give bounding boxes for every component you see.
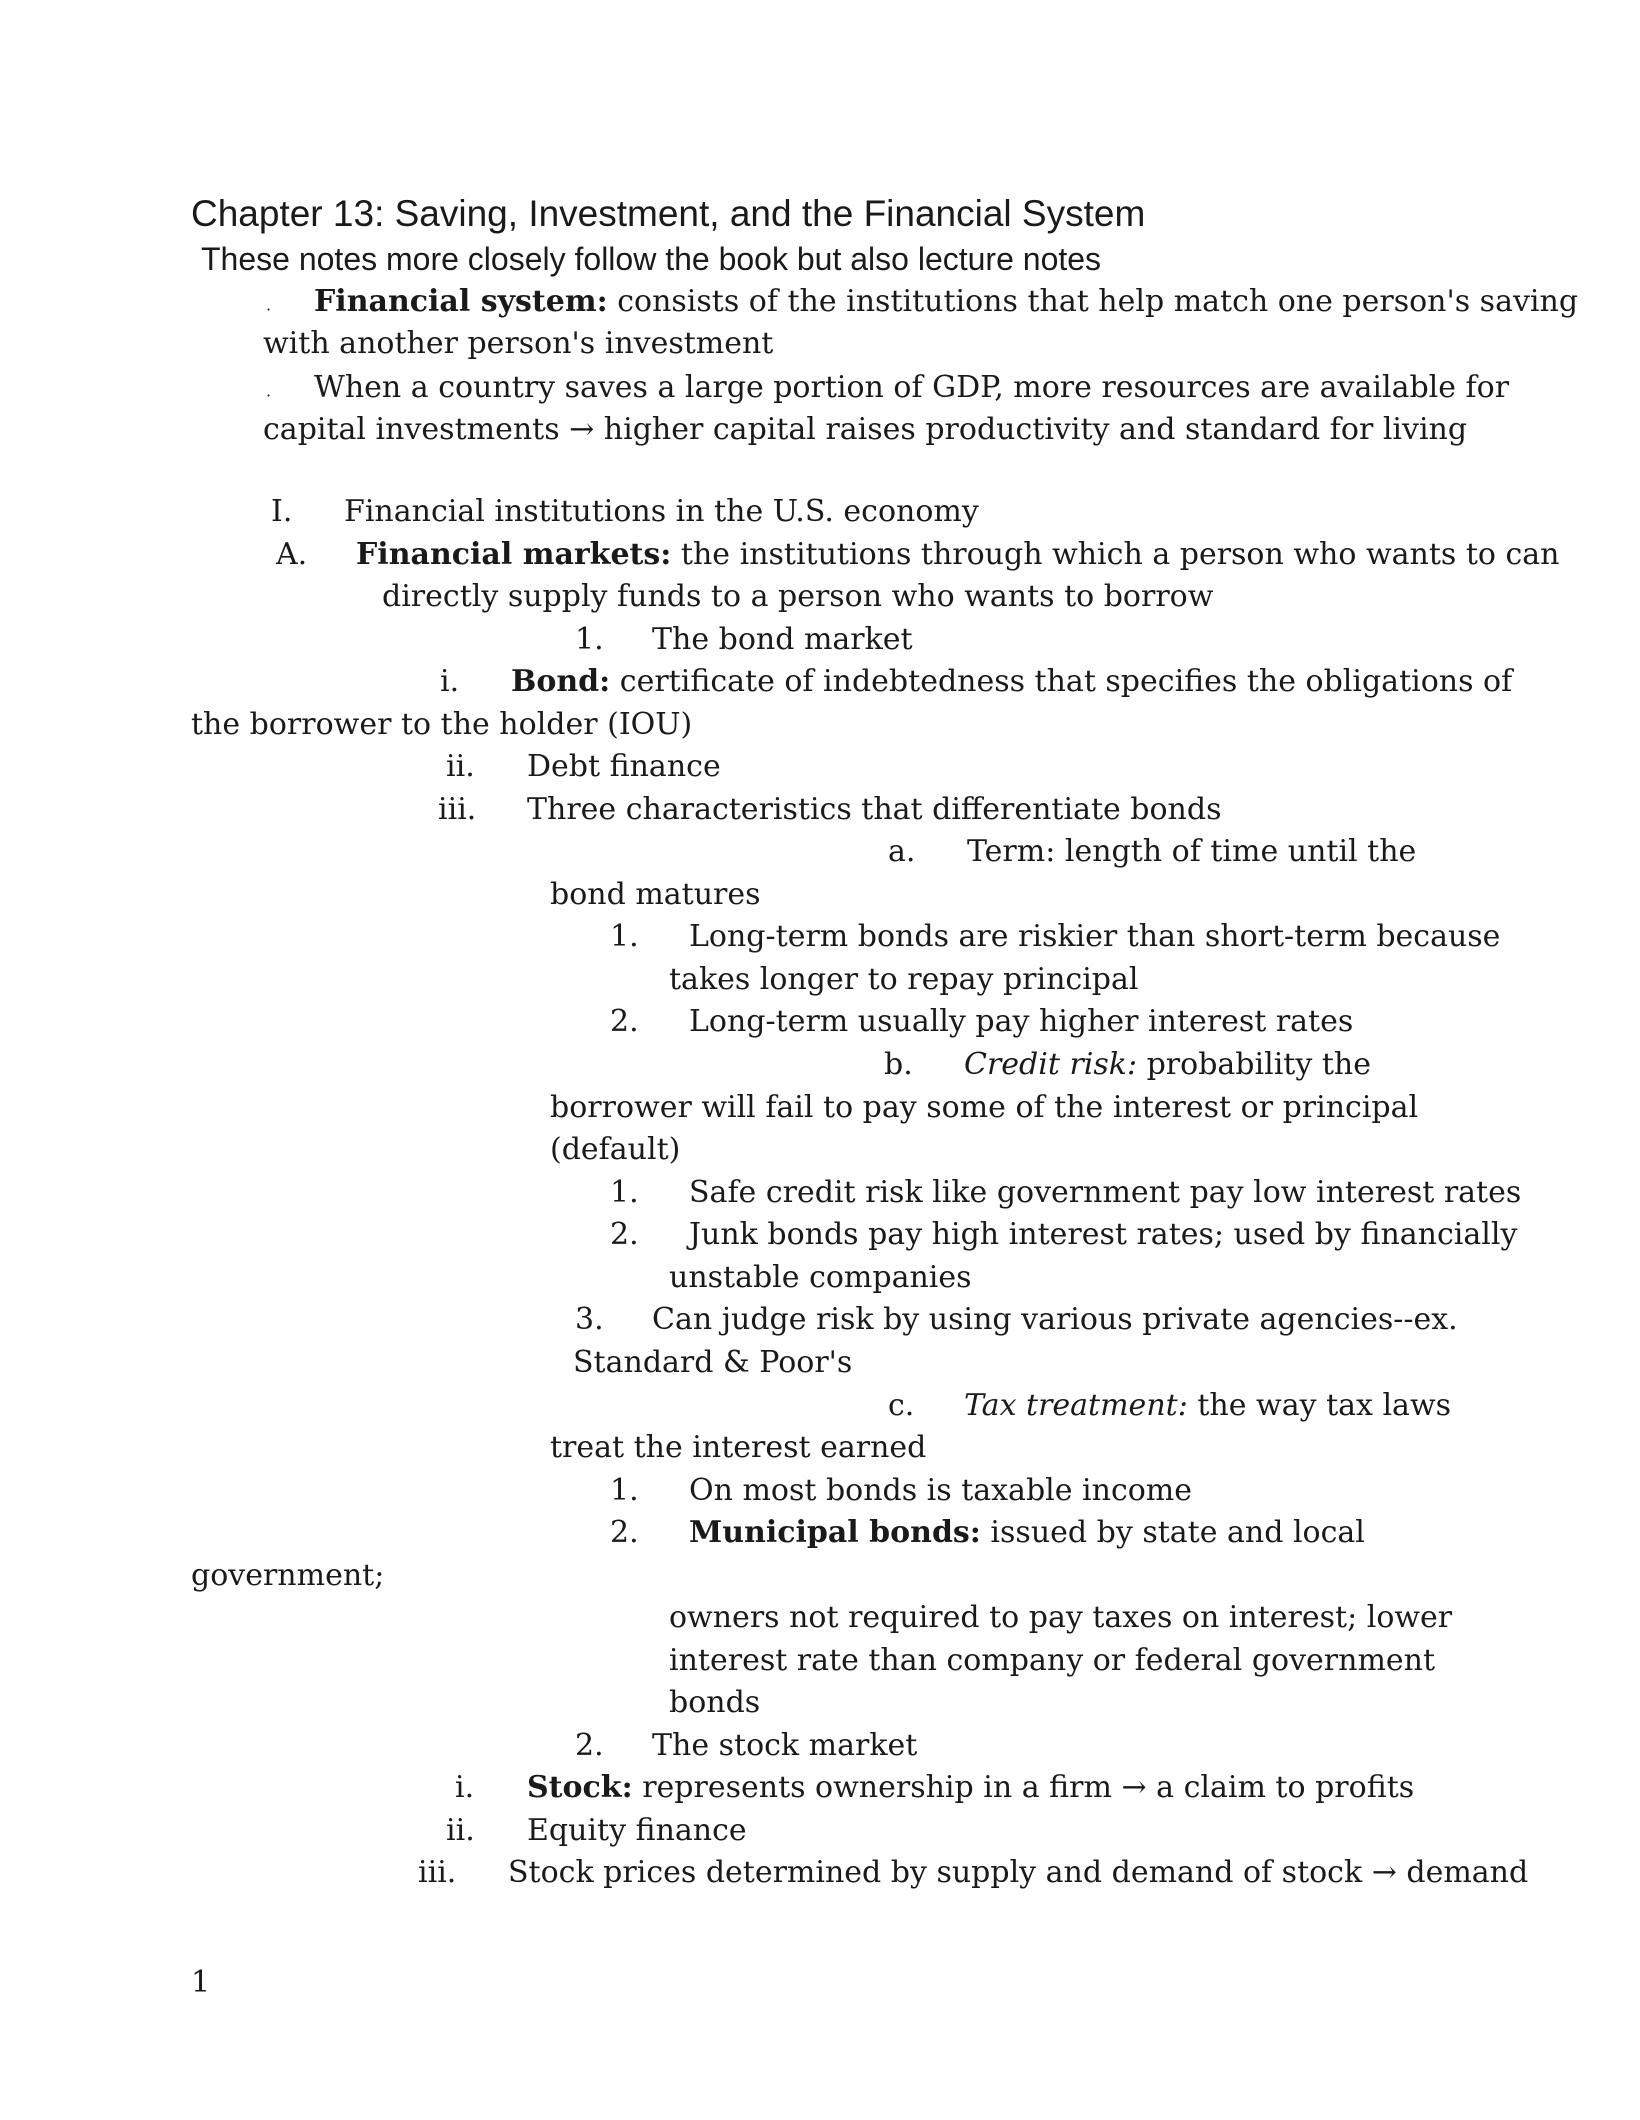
item-stock-prices: Stock prices determined by supply and demand of stock → demand	[508, 1855, 1529, 1890]
term-financial-markets: Financial markets:	[356, 537, 672, 572]
outline-marker-ii: ii.	[446, 1813, 475, 1848]
subsection-stock-market: The stock market	[652, 1728, 918, 1763]
outline-marker-1: 1.	[610, 1175, 639, 1210]
bullet-marker: ·	[266, 386, 272, 405]
item-municipal-bonds	[689, 1515, 1365, 1551]
item-equity-finance: Equity finance	[527, 1813, 747, 1848]
item-text-continued: unstable companies	[669, 1260, 972, 1295]
term-financial-system: Financial system:	[314, 284, 608, 319]
outline-marker-3: 3.	[575, 1302, 604, 1337]
outline-marker-2: 2.	[610, 1515, 639, 1550]
item-text-continued: borrower will fail to pay some of the interest or principal	[550, 1090, 1419, 1125]
page-number: 1	[191, 1965, 211, 2000]
section-financial-institutions: Financial institutions in the U.S. economy	[344, 494, 979, 529]
item-tax-treatment	[964, 1388, 1451, 1424]
term-credit-risk: Credit risk:	[964, 1047, 1138, 1082]
outline-marker-2: 2.	[610, 1004, 639, 1039]
item-text-continued: treat the interest earned	[550, 1430, 927, 1465]
item-credit-risk	[964, 1047, 1371, 1083]
item-text: issued by state and local	[980, 1515, 1365, 1550]
bullet-marker: ·	[266, 300, 272, 319]
item-long-term-interest: Long-term usually pay higher interest rates	[689, 1004, 1354, 1039]
term-municipal-bonds: Municipal bonds:	[689, 1515, 981, 1550]
item-text: certificate of indebtedness that specifies the obligations of	[610, 664, 1513, 699]
item-text-continued: bond matures	[550, 877, 761, 912]
item-text: represents ownership in a firm → a claim to profits	[632, 1770, 1415, 1805]
term-tax-treatment: Tax treatment:	[964, 1388, 1188, 1423]
item-text-continued: directly supply funds to a person who wants to borrow	[382, 579, 1214, 614]
item-stock-definition	[527, 1770, 1414, 1806]
page-title: Chapter 13: Saving, Investment, and the Financial System	[191, 193, 1146, 234]
item-judge-risk: Can judge risk by using various private agencies--ex.	[652, 1302, 1458, 1337]
item-text-continued: owners not required to pay taxes on interest; lower	[669, 1600, 1453, 1635]
outline-marker-1: 1.	[610, 919, 639, 954]
item-taxable-income: On most bonds is taxable income	[689, 1473, 1193, 1508]
outline-marker-ii: ii.	[446, 749, 475, 784]
item-text-continued: bonds	[669, 1685, 761, 1720]
item-text-continued: the borrower to the holder (IOU)	[191, 707, 693, 742]
item-bond-characteristics: Three characteristics that differentiate bonds	[527, 792, 1222, 827]
item-junk-bonds: Junk bonds pay high interest rates; used by financially	[689, 1217, 1518, 1252]
item-text-continued: (default)	[550, 1132, 681, 1167]
outline-marker-1: 1.	[575, 622, 604, 657]
bullet-text-continued: with another person's investment	[263, 326, 774, 361]
outline-marker-iii: iii.	[418, 1855, 457, 1890]
outline-marker-A: A.	[276, 537, 308, 572]
outline-marker-i: i.	[455, 1770, 475, 1805]
item-text-continued: government;	[191, 1558, 385, 1593]
item-text: the way tax laws	[1187, 1388, 1452, 1423]
term-bond: Bond:	[511, 664, 611, 699]
bullet-gdp-savings: When a country saves a large portion of GDP, more resources are available for	[314, 370, 1510, 405]
item-text: probability the	[1137, 1047, 1371, 1082]
item-text-continued: Standard & Poor's	[573, 1345, 853, 1380]
bullet-text-continued: capital investments → higher capital raises productivity and standard for living	[263, 412, 1468, 447]
item-long-term-riskier: Long-term bonds are riskier than short-term because	[689, 919, 1501, 954]
term-stock: Stock:	[527, 1770, 633, 1805]
page-subtitle: These notes more closely follow the book but also lecture notes	[201, 241, 1102, 277]
outline-marker-I: I.	[271, 494, 293, 529]
bullet-financial-system	[314, 284, 1578, 320]
outline-marker-iii: iii.	[438, 792, 477, 827]
item-financial-markets	[356, 537, 1559, 573]
item-text-continued: interest rate than company or federal government	[669, 1643, 1436, 1678]
item-text: the institutions through which a person who wants to can	[671, 537, 1560, 572]
outline-marker-2: 2.	[610, 1217, 639, 1252]
item-bond-definition	[511, 664, 1512, 700]
outline-marker-i: i.	[440, 664, 460, 699]
item-text-continued: takes longer to repay principal	[669, 962, 1139, 997]
item-term: Term: length of time until the	[967, 834, 1417, 869]
outline-marker-a: a.	[888, 834, 916, 869]
outline-marker-1: 1.	[610, 1473, 639, 1508]
outline-marker-2: 2.	[575, 1728, 604, 1763]
bullet-text: consists of the institutions that help match one person's saving	[607, 284, 1579, 319]
item-safe-credit-risk: Safe credit risk like government pay low interest rates	[689, 1175, 1522, 1210]
outline-marker-b: b.	[884, 1047, 913, 1082]
item-debt-finance: Debt finance	[527, 749, 721, 784]
subsection-bond-market: The bond market	[652, 622, 913, 657]
outline-marker-c: c.	[888, 1388, 915, 1423]
